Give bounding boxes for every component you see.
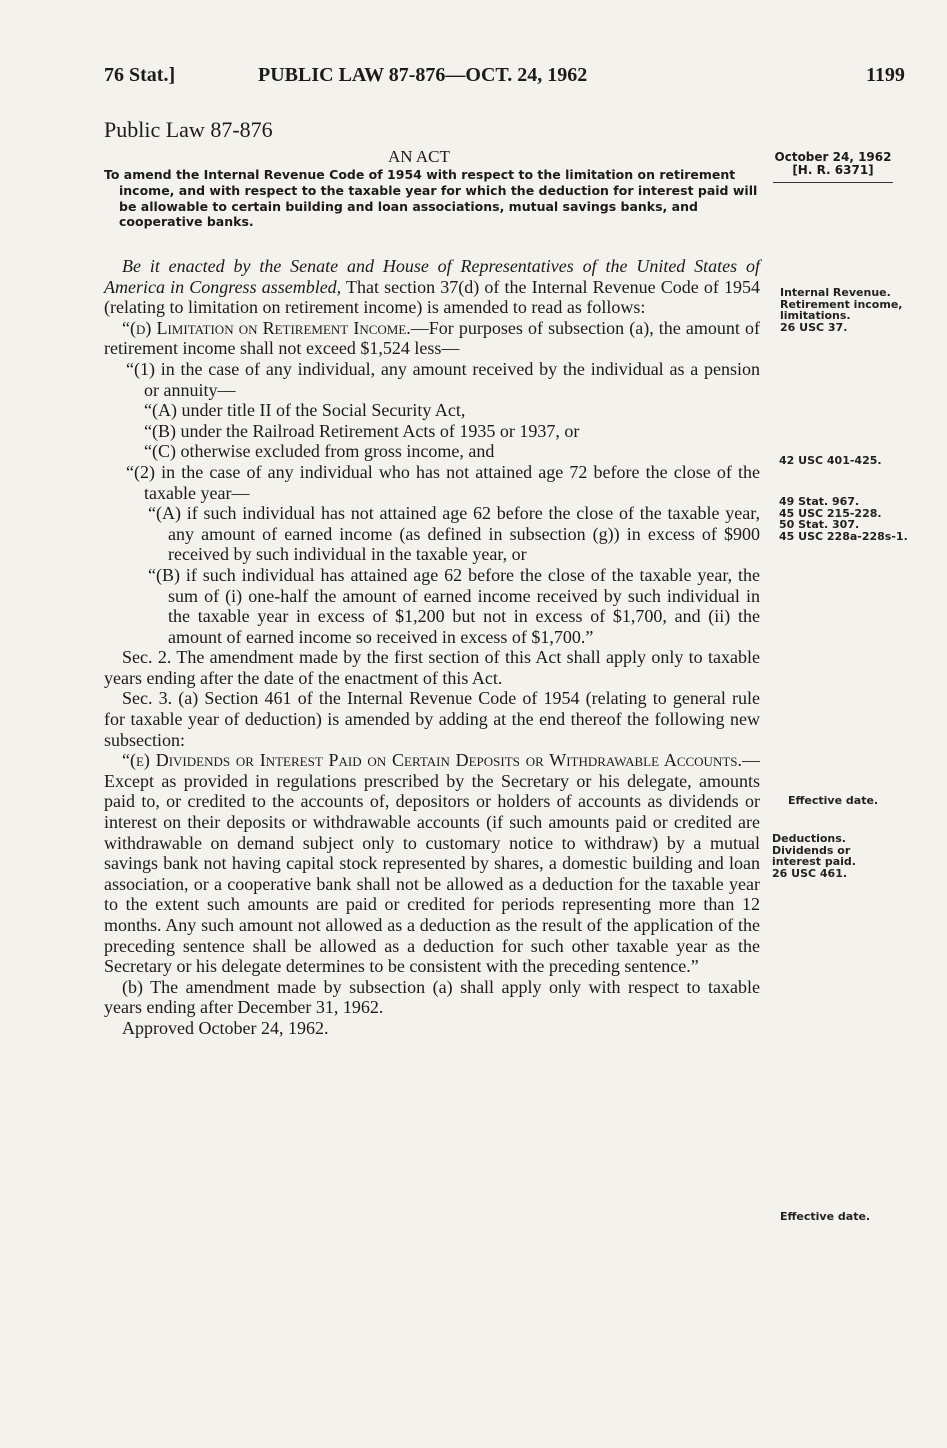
paragraph-1: “(1) in the case of any individual, any amount received by the individual as a pension or annuity—: [126, 358, 760, 400]
note-line: 26 USC 37.: [780, 320, 848, 334]
paragraph-1C: “(C) otherwise excluded from gross income, and: [144, 441, 495, 462]
note-line: 42 USC 401-425.: [779, 454, 882, 467]
subsection-e-heading: “(e) Dividends or Interest Paid on Certain Deposits or Withdrawable Accounts.: [122, 750, 742, 771]
page-number: 1199: [866, 64, 905, 86]
statute-body: [104, 256, 760, 1039]
side-date-rule: [773, 182, 893, 183]
note-line: 45 USC 215-228.: [779, 506, 882, 520]
paragraph-2B: “(B) if such individual has attained age 62 before the close of the taxable year, the sum of (i) one-half the amount of earned income received by such individual in the taxable year in excess of $1,200 but not in excess of $1,700, and (ii) the amount of earned income so received in excess of $1,700.”: [148, 564, 760, 647]
side-date-block: [773, 151, 893, 177]
subsection-e: [104, 750, 760, 977]
subsection-e-text: —Except as provided in regulations prescribed by the Secretary or his delegate, amounts paid to, or credited to the accounts of, depositors or holders of accounts as dividends or interest on their deposits or withdrawable accounts (if such amounts paid or credited are withdrawable on demand subject only to customary notice to withdraw) by a mutual savings bank not having capital stock represented by shares, a domestic building and loan association, or a cooperative bank shall not be allowed as a deduction for the taxable year to the extent such amounts are paid or credited for periods representing more than 12 months. Any such amount not allowed as a deduction as the result of the application of the preceding sentence shall be allowed as a deduction for such other taxable year as the Secretary or his delegate determines to be consistent with the preceding sentence.”: [104, 750, 760, 977]
paragraph-2: “(2) in the case of any individual who has not attained age 72 before the close of the taxable year—: [126, 461, 760, 503]
margin-note-ssa: [779, 455, 899, 467]
paragraph-1B: “(B) under the Railroad Retirement Acts of 1935 or 1937, or: [144, 420, 580, 441]
note-line: 50 Stat. 307.: [779, 518, 860, 531]
note-line: Deductions.: [772, 832, 846, 845]
subsection-d: [104, 318, 760, 359]
law-title: Public Law 87-876: [104, 117, 273, 142]
act-title: AN ACT: [388, 147, 450, 166]
enacting-formula: Be it enacted by the Senate and House of Representatives of the United States of America in Congress assembled,: [104, 256, 760, 297]
margin-note-deductions: [772, 833, 892, 879]
header-law-date: PUBLIC LAW 87-876—OCT. 24, 1962: [258, 64, 588, 86]
paragraph-2A: “(A) if such individual has not attained age 62 before the close of the taxable year, any amount of earned income (as defined in subsection (g)) in excess of $900 received by such individual in the taxable year, or: [148, 503, 760, 565]
note-line: Retirement income, limitations.: [780, 297, 903, 322]
section-3b: (b) The amendment made by subsection (a) shall apply only with respect to taxable years ending after December 31, 1962.: [104, 976, 760, 1018]
header-volume: 76 Stat.]: [104, 64, 176, 86]
note-line: 45 USC 228a-228s-1.: [779, 529, 908, 543]
note-line: 49 Stat. 967.: [779, 495, 860, 508]
bill-number: [H. R. 6371]: [792, 163, 874, 177]
note-line: 26 USC 461.: [772, 866, 848, 880]
section-3a: Sec. 3. (a) Section 461 of the Internal Revenue Code of 1954 (relating to general rule for taxable year of deduction) is amended by adding at the end thereof the following new subsection:: [104, 688, 760, 750]
margin-note-effective-2: [780, 1211, 880, 1223]
margin-note-railroad: [779, 496, 909, 542]
act-purpose: [104, 167, 764, 230]
approval-line: Approved October 24, 1962.: [122, 1017, 329, 1038]
enacting-clause: [104, 256, 760, 318]
subsection-d-text: —For purposes of subsection (a), the amount of retirement income shall not exceed $1,524 less—: [104, 317, 760, 359]
subsection-d-heading: “(d) Limitation on Retirement Income.: [122, 317, 411, 338]
paragraph-1A: “(A) under title II of the Social Security Act,: [144, 400, 466, 421]
note-line: Effective date.: [780, 1210, 871, 1223]
note-line: Internal Revenue.: [780, 286, 891, 299]
margin-note-effective-1: [788, 795, 908, 807]
act-purpose-text: To amend the Internal Revenue Code of 1954 with respect to the limitation on retirement income, and with respect to the taxable year for which the deduction for interest paid will be allowable to certain building and loan associations, mutual savings banks, and cooperative banks.: [104, 167, 758, 230]
note-line: Dividends or interest paid.: [772, 843, 856, 868]
margin-note-retirement: [780, 287, 920, 333]
note-line: Effective date.: [788, 794, 879, 807]
enactment-date: October 24, 1962: [774, 150, 892, 164]
enacting-text: That section 37(d) of the Internal Revenue Code of 1954 (relating to limitation on retirement income) is amended to read as follows:: [104, 276, 760, 318]
section-2: Sec. 2. The amendment made by the first section of this Act shall apply only to taxable years ending after the date of the enactment of this Act.: [104, 647, 760, 688]
